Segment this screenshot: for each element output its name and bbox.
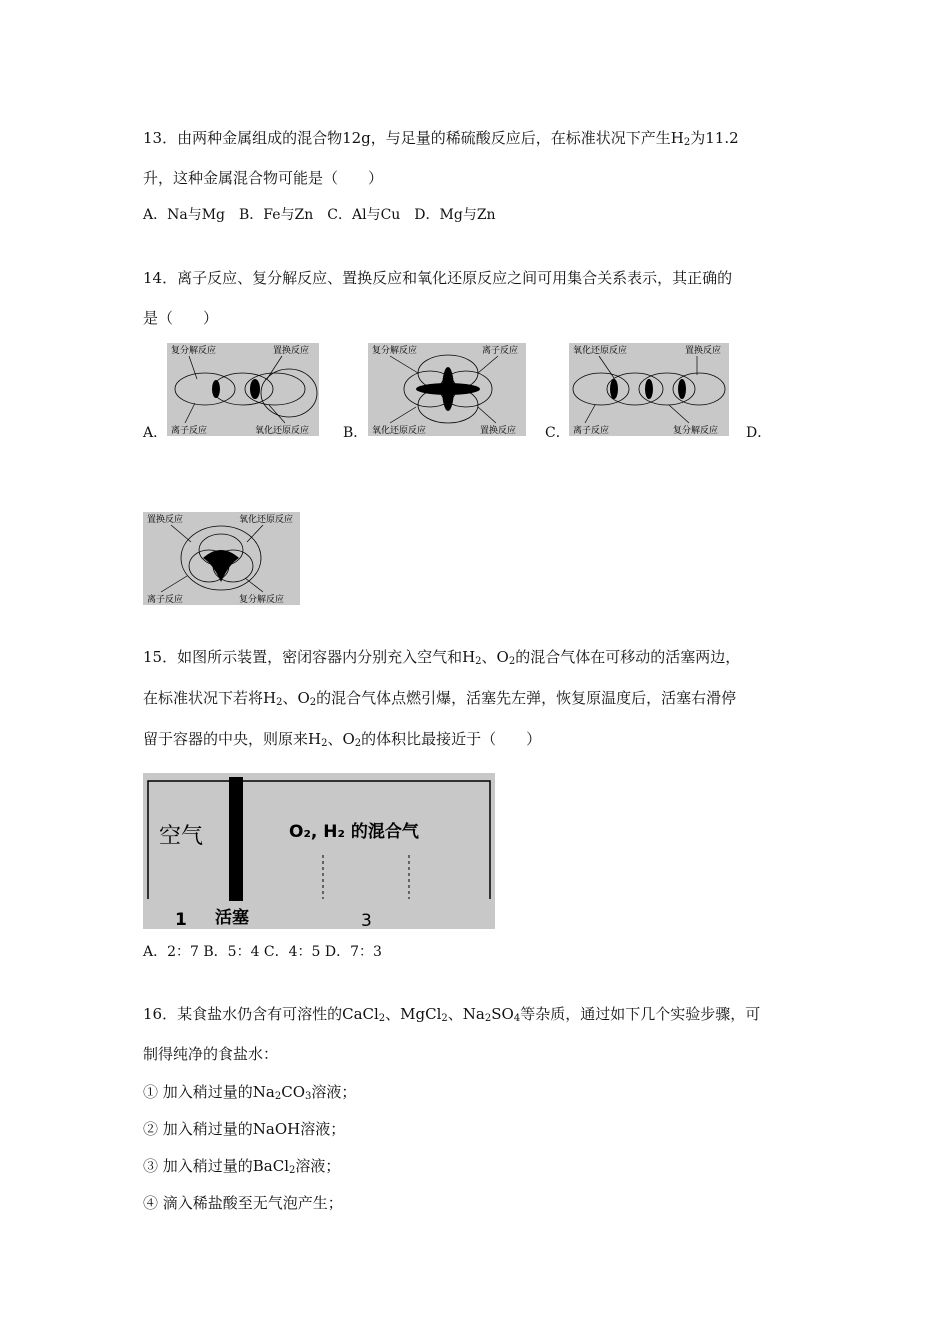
label-lizi: 离子反应 (482, 346, 519, 356)
q16-step3: ③ 加入稍过量的BaCl$_2$溶液； (143, 1157, 341, 1176)
label-fufenjie: 复分解反应 (171, 346, 217, 356)
q14-diagram-a (167, 343, 319, 436)
q15-line2: 在标准状况下若将$H_2$、$O_2$的混合气体点燃引爆，活塞先左弹，恢复原温度后，活塞右滑停 (143, 689, 737, 708)
label-zhihuan: 置换反应 (147, 515, 184, 525)
q14-diagram-d (143, 512, 300, 605)
label-zhihuan: 置换反应 (273, 346, 310, 356)
label-yanghua: 氧化还原反应 (573, 346, 628, 356)
q14-line1: 14．离子反应、复分解反应、置换反应和氧化还原反应之间可用集合关系表示，其正确的 (143, 269, 733, 287)
label-zhihuan: 置换反应 (685, 346, 722, 356)
label-lizi: 离子反应 (573, 426, 610, 436)
q13-line1: 13．由两种金属组成的混合物12g，与足量的稀硫酸反应后，在标准状况下产生$H_2$为11.2 (143, 129, 739, 148)
overlap-mark (442, 367, 454, 411)
q14-option-d-label: D． (746, 425, 772, 441)
label-lizi: 离子反应 (147, 595, 184, 605)
q14-option-a-label: A． (143, 425, 168, 441)
q15-options: A．2：7 B．5：4 C．4：5 D．7：3 (143, 944, 382, 960)
q16-line1: 16．某食盐水仍含有可溶性的CaCl$_2$、MgCl$_2$、$Na_2SO_4$等杂质，通过如下几个实验步骤，可 (143, 1005, 761, 1024)
overlap-mark (678, 379, 686, 399)
q14-diagram-c (569, 343, 729, 436)
q15-line1: 15．如图所示装置，密闭容器内分别充入空气和$H_2$、$O_2$的混合气体在可移动的活塞两边， (143, 648, 741, 667)
mark-3: 3 (361, 911, 372, 929)
q13-options: A．Na与Mg B．Fe与Zn C．Al与Cu D．Mg与Zn (143, 207, 496, 223)
overlap-mark (645, 379, 653, 399)
air-label: 空气 (159, 824, 204, 849)
piston (229, 777, 243, 901)
label-zhihuan: 置换反应 (480, 426, 517, 436)
label-lizi: 离子反应 (171, 426, 208, 436)
overlap-mark (212, 380, 220, 398)
q14-diagram-b (368, 343, 526, 436)
q15-line3: 留于容器的中央，则原来$H_2$、$O_2$的体积比最接近于（ ） (143, 730, 542, 749)
label-fufenjie: 复分解反应 (372, 346, 418, 356)
q16-step4: ④ 滴入稀盐酸至无气泡产生； (143, 1194, 343, 1212)
overlap-mark (610, 379, 618, 399)
q16-step2: ② 加入稍过量的NaOH溶液； (143, 1120, 346, 1138)
label-fufenjie: 复分解反应 (673, 426, 719, 436)
q16-step1: ① 加入稍过量的$Na_2CO_3$溶液； (143, 1083, 357, 1102)
mix-gas-label: O₂, H₂ 的混合气 (289, 822, 419, 842)
q16-line2: 制得纯净的食盐水： (143, 1045, 279, 1063)
piston-label: 活塞 (215, 908, 249, 928)
q14-option-b-label: B． (343, 425, 368, 441)
label-yanghua: 氧化还原反应 (372, 426, 427, 436)
q14-line2: 是（ ） (143, 309, 219, 327)
overlap-mark (250, 379, 260, 399)
mark-1: 1 (175, 910, 187, 929)
q14-option-c-label: C． (545, 425, 570, 441)
label-fufenjie: 复分解反应 (239, 595, 285, 605)
label-yanghua: 氧化还原反应 (239, 515, 294, 525)
overlap-mark (203, 550, 239, 582)
label-yanghua: 氧化还原反应 (255, 426, 310, 436)
q15-container-figure (143, 773, 495, 929)
q13-line2: 升，这种金属混合物可能是（ ） (143, 169, 384, 187)
